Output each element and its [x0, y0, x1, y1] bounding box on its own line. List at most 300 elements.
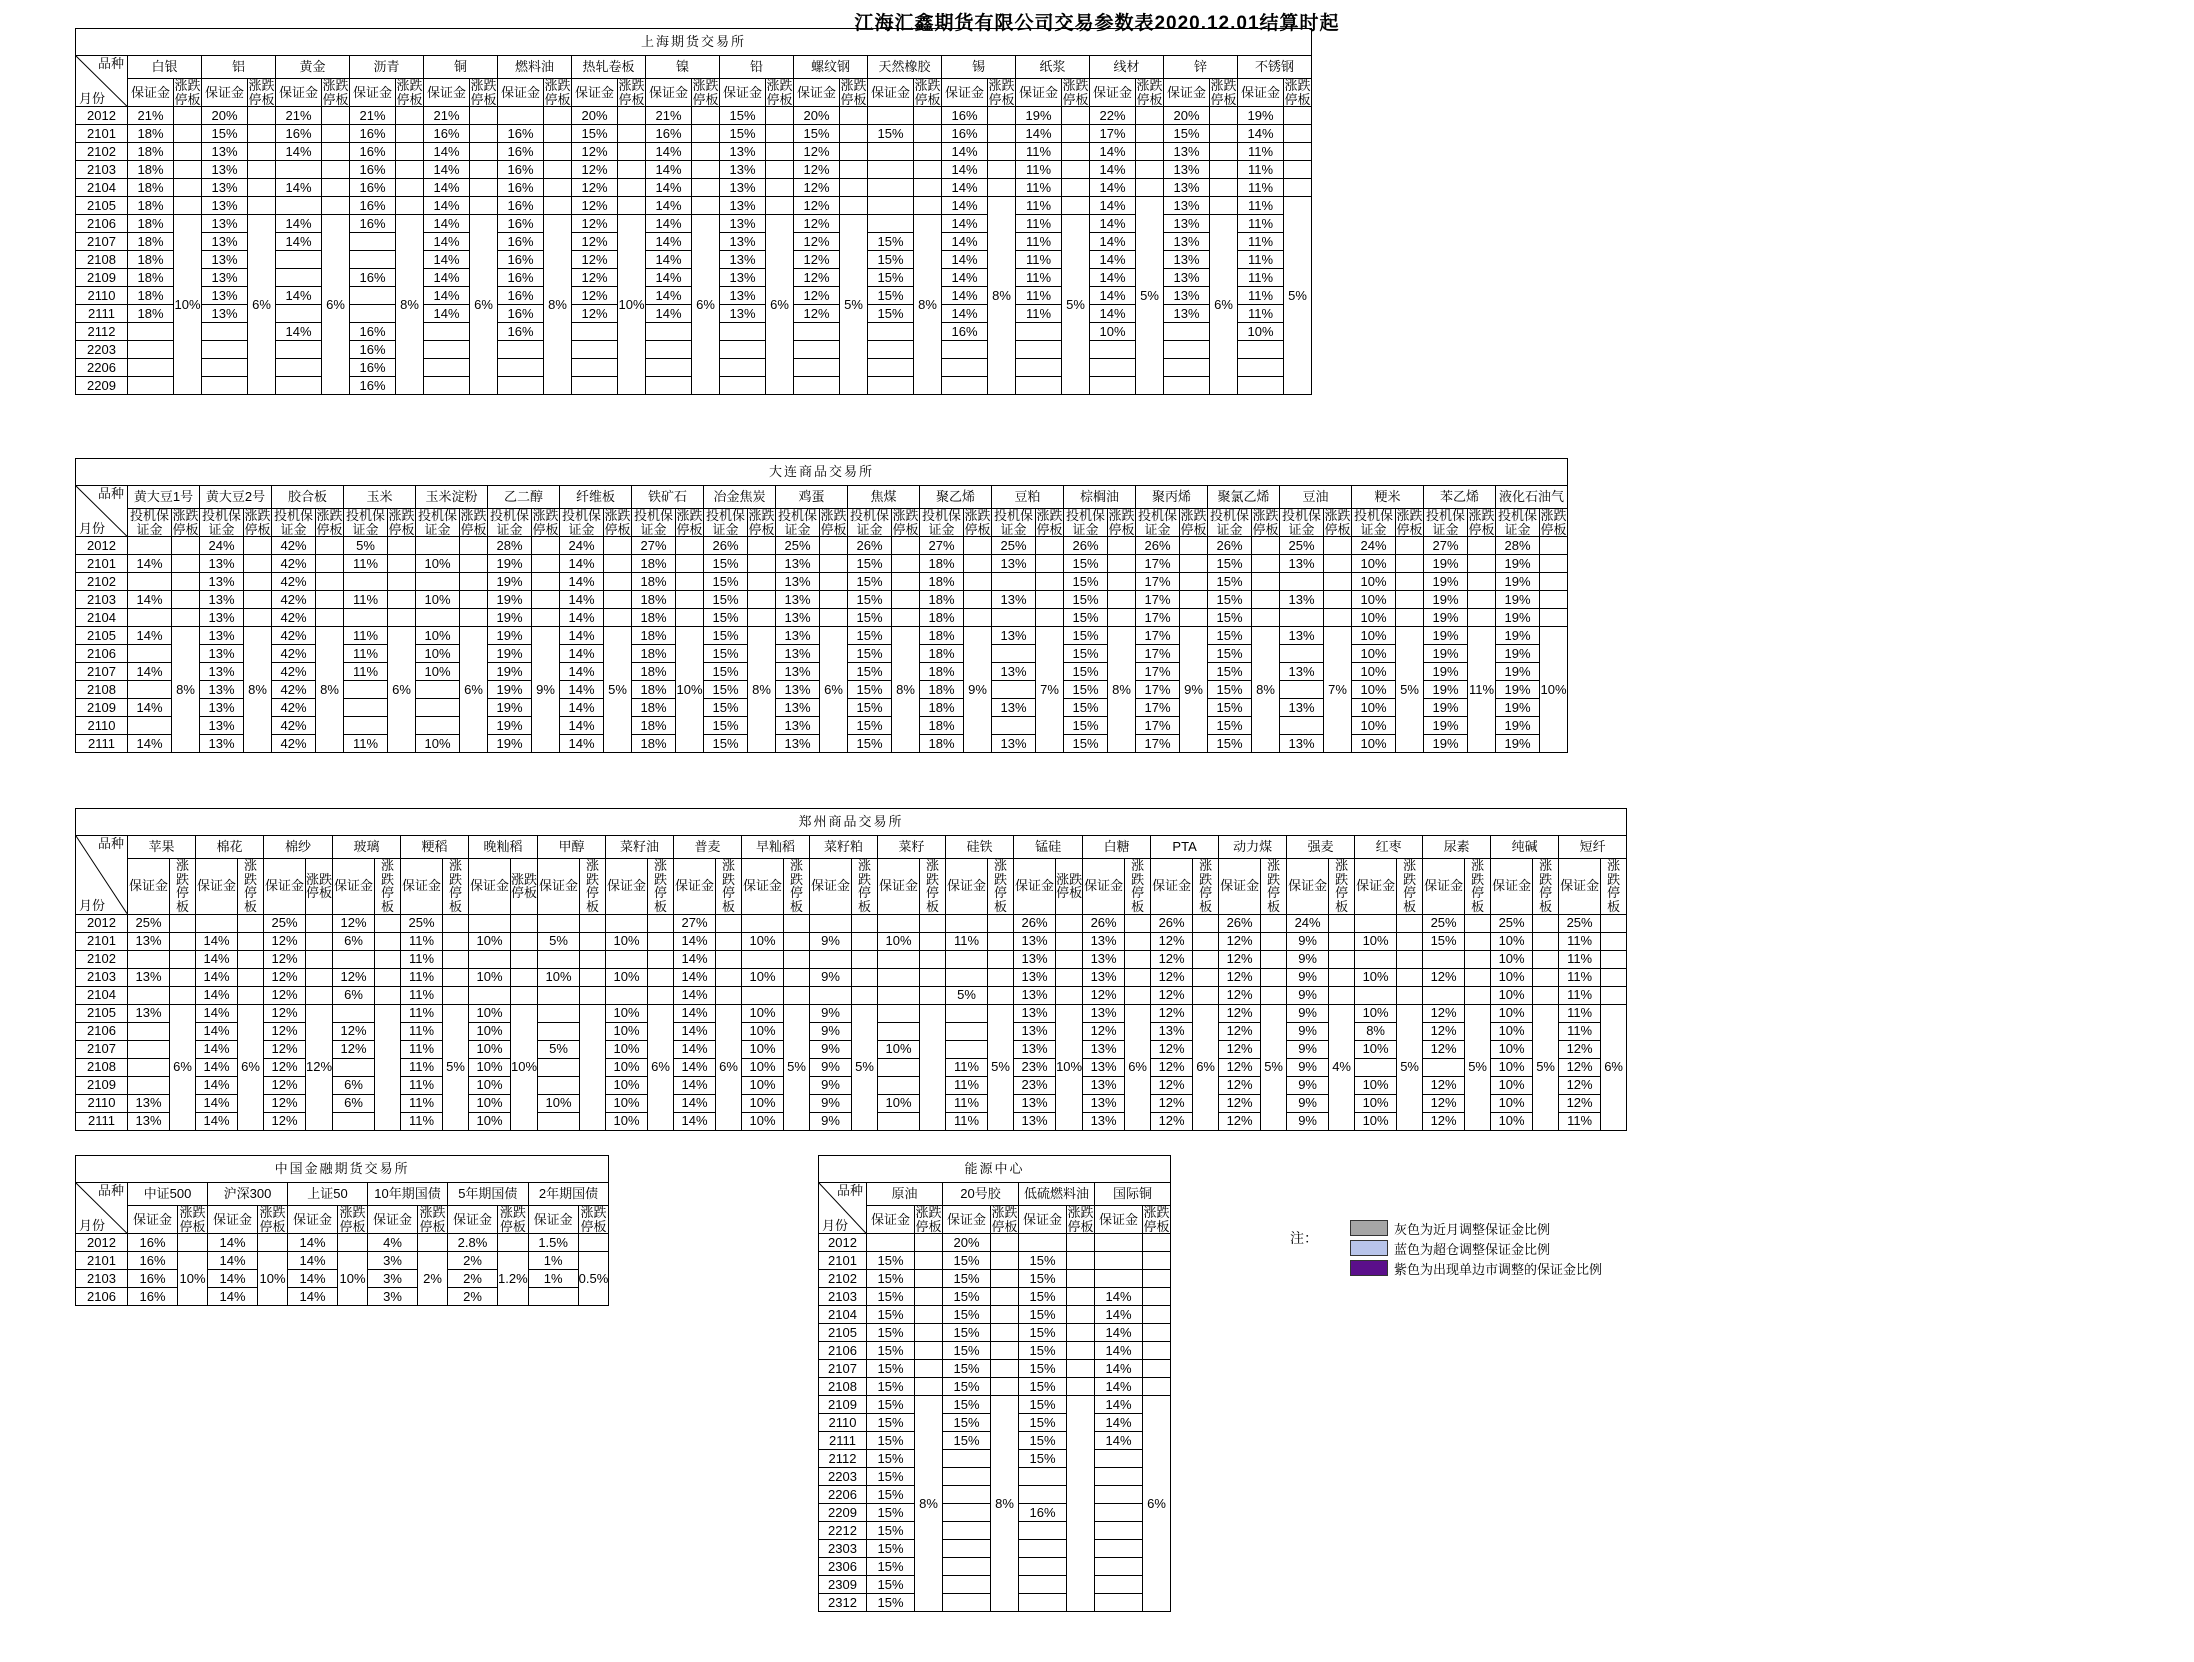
margin-cell: 15%	[720, 125, 766, 143]
margin-cell: 14%	[196, 1094, 238, 1112]
margin-cell: 42%	[272, 735, 316, 753]
margin-cell: 13%	[992, 663, 1036, 681]
margin-cell: 19%	[488, 735, 532, 753]
margin-cell: 15%	[868, 305, 914, 323]
margin-cell: 15%	[867, 1306, 915, 1324]
col-limit-header: 涨跌 停板	[676, 508, 703, 537]
limit-cell: 6%	[322, 215, 350, 395]
product-header: 原油	[867, 1183, 943, 1206]
margin-cell: 16%	[498, 197, 544, 215]
table-row	[76, 537, 1568, 555]
margin-cell	[878, 914, 920, 932]
margin-cell	[794, 323, 840, 341]
limit-cell	[172, 573, 200, 591]
margin-cell: 12%	[572, 305, 618, 323]
margin-cell: 12%	[1559, 1058, 1601, 1076]
limit-cell	[544, 125, 572, 143]
month-cell: 2103	[76, 161, 128, 179]
limit-cell	[306, 986, 333, 1004]
limit-cell	[1284, 161, 1312, 179]
margin-cell: 10%	[416, 591, 460, 609]
limit-cell: 6%	[716, 1004, 742, 1130]
margin-cell	[469, 986, 511, 1004]
margin-cell: 10%	[1352, 717, 1396, 735]
margin-cell: 12%	[1219, 1058, 1261, 1076]
limit-cell	[1143, 1306, 1171, 1324]
margin-cell: 12%	[264, 1058, 306, 1076]
limit-cell	[1324, 573, 1352, 591]
limit-cell	[852, 914, 878, 932]
margin-cell: 10%	[606, 1022, 648, 1040]
margin-cell: 11%	[344, 627, 388, 645]
limit-cell	[618, 107, 646, 125]
margin-cell	[878, 1022, 920, 1040]
margin-cell: 13%	[1280, 699, 1324, 717]
product-header: 聚丙烯	[1136, 486, 1208, 509]
limit-cell	[470, 143, 498, 161]
margin-cell: 11%	[1238, 161, 1284, 179]
margin-cell: 18%	[920, 663, 964, 681]
margin-cell	[810, 986, 852, 1004]
col-margin-header: 保证金	[333, 859, 375, 915]
month-cell: 2110	[76, 717, 128, 735]
margin-cell: 27%	[674, 914, 716, 932]
limit-cell	[1143, 1342, 1171, 1360]
margin-cell	[538, 1076, 580, 1094]
limit-cell	[238, 932, 264, 950]
month-cell: 2212	[819, 1522, 867, 1540]
margin-cell: 14%	[560, 591, 604, 609]
limit-cell	[1056, 968, 1083, 986]
margin-cell: 12%	[1151, 1076, 1193, 1094]
margin-cell	[276, 197, 322, 215]
margin-cell: 19%	[1496, 699, 1540, 717]
margin-cell	[128, 609, 172, 627]
margin-cell: 16%	[128, 1288, 178, 1306]
limit-cell	[1468, 555, 1496, 573]
margin-cell: 10%	[742, 1004, 784, 1022]
margin-cell: 14%	[208, 1234, 258, 1252]
limit-cell	[784, 950, 810, 968]
margin-cell: 20%	[572, 107, 618, 125]
margin-cell: 13%	[1280, 735, 1324, 753]
limit-cell: 6%	[470, 215, 498, 395]
margin-cell: 2%	[448, 1270, 498, 1288]
product-header: 玉米	[344, 486, 416, 509]
limit-cell	[991, 1306, 1019, 1324]
margin-cell: 11%	[1559, 986, 1601, 1004]
margin-cell: 25%	[1559, 914, 1601, 932]
limit-cell	[172, 609, 200, 627]
margin-cell: 42%	[272, 699, 316, 717]
month-cell: 2102	[76, 950, 128, 968]
limit-cell	[178, 1234, 208, 1252]
margin-cell	[344, 717, 388, 735]
margin-cell	[1019, 1486, 1067, 1504]
margin-cell: 18%	[128, 179, 174, 197]
margin-cell: 15%	[1019, 1360, 1067, 1378]
ine-block	[818, 1155, 1171, 1612]
margin-cell: 18%	[128, 125, 174, 143]
margin-cell: 10%	[469, 932, 511, 950]
limit-cell: 5%	[1533, 1004, 1559, 1130]
margin-cell	[946, 1022, 988, 1040]
limit-cell	[618, 197, 646, 215]
margin-cell: 10%	[1352, 681, 1396, 699]
margin-cell: 10%	[469, 1058, 511, 1076]
margin-cell: 10%	[538, 1094, 580, 1112]
limit-cell: 10%	[338, 1252, 368, 1306]
margin-cell: 14%	[646, 269, 692, 287]
margin-cell: 11%	[401, 1094, 443, 1112]
limit-cell	[1324, 609, 1352, 627]
table-row	[819, 1306, 1171, 1324]
margin-cell: 15%	[943, 1288, 991, 1306]
col-margin-header: 保证金	[1083, 859, 1125, 915]
margin-cell: 25%	[128, 914, 170, 932]
month-cell: 2111	[76, 1112, 128, 1130]
col-limit-header: 涨跌 停板	[580, 859, 606, 915]
product-header: 铅	[720, 56, 794, 79]
limit-cell	[306, 950, 333, 968]
margin-cell	[202, 359, 248, 377]
margin-cell: 9%	[810, 1076, 852, 1094]
margin-cell: 26%	[1208, 537, 1252, 555]
limit-cell	[1465, 968, 1491, 986]
margin-cell: 25%	[264, 914, 306, 932]
margin-cell	[1355, 1058, 1397, 1076]
limit-cell	[1468, 591, 1496, 609]
col-margin-header: 保证金	[942, 79, 988, 107]
limit-cell	[1329, 950, 1355, 968]
table-row	[819, 1378, 1171, 1396]
col-limit-header: 涨跌 停板	[766, 78, 793, 107]
margin-cell: 15%	[1064, 573, 1108, 591]
margin-cell: 18%	[128, 197, 174, 215]
col-margin-header: 投机保证金	[416, 509, 460, 537]
margin-cell: 14%	[560, 735, 604, 753]
col-margin-header: 保证金	[943, 1206, 991, 1234]
margin-cell: 9%	[1287, 1040, 1329, 1058]
margin-cell: 14%	[128, 555, 172, 573]
margin-cell: 10%	[1352, 645, 1396, 663]
limit-cell	[544, 143, 572, 161]
margin-cell	[1238, 377, 1284, 395]
limit-cell	[580, 1004, 606, 1130]
margin-cell	[128, 323, 174, 341]
col-limit-header: 涨跌 停板	[498, 1206, 529, 1234]
margin-cell: 13%	[1083, 1040, 1125, 1058]
margin-cell: 26%	[1219, 914, 1261, 932]
margin-cell: 24%	[1352, 537, 1396, 555]
limit-cell	[170, 914, 196, 932]
margin-cell: 10%	[606, 1094, 648, 1112]
limit-cell	[580, 932, 606, 950]
margin-cell: 10%	[878, 1094, 920, 1112]
margin-cell: 17%	[1136, 555, 1180, 573]
product-header: 沥青	[350, 56, 424, 79]
margin-cell	[942, 341, 988, 359]
table-row	[76, 591, 1568, 609]
limit-cell	[1143, 1234, 1171, 1252]
margin-cell: 12%	[333, 914, 375, 932]
margin-cell: 15%	[867, 1450, 915, 1468]
margin-cell	[424, 323, 470, 341]
limit-cell: 10%	[258, 1252, 288, 1306]
month-cell: 2101	[76, 1252, 128, 1270]
margin-cell: 13%	[720, 179, 766, 197]
month-cell: 2104	[76, 179, 128, 197]
margin-cell	[350, 251, 396, 269]
margin-cell: 12%	[794, 161, 840, 179]
margin-cell: 15%	[867, 1342, 915, 1360]
month-cell: 2103	[76, 591, 128, 609]
margin-cell: 10%	[742, 1094, 784, 1112]
margin-cell: 23%	[1014, 1058, 1056, 1076]
margin-cell: 12%	[1151, 950, 1193, 968]
margin-cell: 13%	[1083, 1094, 1125, 1112]
margin-cell: 10%	[606, 1076, 648, 1094]
margin-cell: 12%	[1559, 1076, 1601, 1094]
product-header: 粳稻	[401, 836, 469, 859]
month-cell: 2106	[76, 1288, 128, 1306]
margin-cell	[878, 1004, 920, 1022]
margin-cell	[538, 986, 580, 1004]
exchange-title: 上海期货交易所	[76, 29, 1312, 56]
margin-cell	[868, 215, 914, 233]
limit-cell	[1601, 950, 1627, 968]
margin-cell	[128, 986, 170, 1004]
margin-cell: 15%	[1208, 735, 1252, 753]
margin-cell: 12%	[1219, 1076, 1261, 1094]
limit-cell	[244, 537, 272, 555]
col-margin-header: 保证金	[368, 1206, 418, 1234]
table-row	[819, 1270, 1171, 1288]
limit-cell	[532, 537, 560, 555]
product-header: 红枣	[1355, 836, 1423, 859]
col-limit-header: 涨跌 停板	[316, 508, 343, 537]
margin-cell: 11%	[344, 663, 388, 681]
margin-cell	[1016, 341, 1062, 359]
limit-cell	[460, 609, 488, 627]
product-header: 乙二醇	[488, 486, 560, 509]
margin-cell	[1090, 359, 1136, 377]
margin-cell: 14%	[1090, 197, 1136, 215]
limit-cell	[396, 125, 424, 143]
limit-cell	[1036, 537, 1064, 555]
margin-cell: 17%	[1136, 699, 1180, 717]
limit-cell	[1062, 107, 1090, 125]
margin-cell: 15%	[848, 609, 892, 627]
margin-cell: 12%	[794, 233, 840, 251]
margin-cell: 14%	[288, 1252, 338, 1270]
product-header: 菜籽油	[606, 836, 674, 859]
header-corner: 品种 月份	[76, 56, 128, 107]
col-margin-header: 投机保证金	[1208, 509, 1252, 537]
margin-cell: 11%	[1238, 215, 1284, 233]
limit-cell: 8%	[172, 627, 200, 753]
limit-cell	[648, 932, 674, 950]
margin-cell: 13%	[202, 197, 248, 215]
margin-cell	[538, 1004, 580, 1022]
margin-cell: 14%	[646, 197, 692, 215]
margin-cell	[128, 359, 174, 377]
margin-cell: 14%	[1090, 215, 1136, 233]
limit-cell	[238, 950, 264, 968]
margin-cell: 16%	[1019, 1504, 1067, 1522]
margin-cell	[794, 341, 840, 359]
margin-cell: 20%	[202, 107, 248, 125]
limit-cell	[892, 591, 920, 609]
month-cell: 2209	[76, 377, 128, 395]
margin-cell: 10%	[1352, 591, 1396, 609]
margin-cell: 11%	[946, 932, 988, 950]
margin-cell: 13%	[1280, 663, 1324, 681]
margin-cell: 9%	[1287, 986, 1329, 1004]
margin-cell: 14%	[560, 573, 604, 591]
margin-cell: 12%	[1219, 932, 1261, 950]
margin-cell: 13%	[720, 233, 766, 251]
limit-cell: 7%	[1036, 627, 1064, 753]
limit-cell	[174, 107, 202, 125]
margin-cell: 16%	[942, 107, 988, 125]
margin-cell	[276, 305, 322, 323]
margin-cell: 10%	[1491, 1022, 1533, 1040]
limit-cell: 9%	[1180, 627, 1208, 753]
margin-cell	[1095, 1504, 1143, 1522]
table-row	[76, 107, 1312, 125]
margin-cell: 15%	[1064, 735, 1108, 753]
col-limit-header: 涨跌 停板	[840, 78, 867, 107]
margin-cell: 18%	[632, 573, 676, 591]
limit-cell	[1125, 968, 1151, 986]
limit-cell	[1329, 932, 1355, 950]
margin-cell	[128, 1076, 170, 1094]
margin-cell: 12%	[264, 1040, 306, 1058]
limit-cell: 5%	[1062, 215, 1090, 395]
margin-cell: 15%	[1208, 591, 1252, 609]
margin-cell: 10%	[538, 968, 580, 986]
limit-cell	[1284, 179, 1312, 197]
limit-cell	[1136, 143, 1164, 161]
margin-cell	[1164, 323, 1210, 341]
margin-cell: 15%	[1019, 1306, 1067, 1324]
margin-cell: 16%	[646, 125, 692, 143]
limit-cell: 8%	[892, 627, 920, 753]
limit-cell: 6%	[648, 1004, 674, 1130]
limit-cell	[244, 591, 272, 609]
limit-cell: 6%	[1125, 1004, 1151, 1130]
margin-cell: 14%	[196, 1040, 238, 1058]
limit-cell	[460, 573, 488, 591]
limit-cell	[443, 932, 469, 950]
margin-cell	[942, 377, 988, 395]
margin-cell: 13%	[1083, 968, 1125, 986]
margin-cell	[128, 341, 174, 359]
legend-text: 灰色为近月调整保证金比例	[1394, 1221, 1551, 1237]
limit-cell	[1056, 914, 1083, 932]
margin-cell: 13%	[776, 573, 820, 591]
col-margin-header: 保证金	[401, 859, 443, 915]
table-row	[819, 1234, 1171, 1252]
margin-cell	[1238, 359, 1284, 377]
margin-cell: 15%	[1208, 645, 1252, 663]
margin-cell: 10%	[416, 555, 460, 573]
margin-cell: 11%	[1238, 233, 1284, 251]
margin-cell: 15%	[1064, 609, 1108, 627]
margin-cell: 15%	[848, 699, 892, 717]
margin-cell	[1423, 986, 1465, 1004]
margin-cell	[1280, 609, 1324, 627]
margin-cell: 19%	[1496, 645, 1540, 663]
limit-cell	[174, 161, 202, 179]
margin-cell: 18%	[632, 735, 676, 753]
limit-cell	[1540, 573, 1568, 591]
margin-cell: 1.5%	[528, 1234, 578, 1252]
margin-cell: 11%	[1559, 1004, 1601, 1022]
month-cell: 2103	[76, 968, 128, 986]
margin-cell: 13%	[202, 215, 248, 233]
legend-label: 注：	[1290, 1230, 1318, 1246]
limit-cell	[170, 950, 196, 968]
margin-cell	[1090, 341, 1136, 359]
margin-cell: 11%	[1016, 179, 1062, 197]
legend-swatch	[1350, 1260, 1388, 1276]
limit-cell	[1252, 591, 1280, 609]
product-header: 镍	[646, 56, 720, 79]
margin-cell: 18%	[128, 269, 174, 287]
margin-cell: 10%	[606, 1004, 648, 1022]
col-margin-header: 保证金	[128, 79, 174, 107]
margin-cell: 19%	[1424, 555, 1468, 573]
margin-cell	[1280, 645, 1324, 663]
limit-cell	[784, 986, 810, 1004]
margin-cell: 10%	[469, 1040, 511, 1058]
limit-cell	[1396, 555, 1424, 573]
limit-cell	[1193, 950, 1219, 968]
limit-cell	[784, 914, 810, 932]
margin-cell: 15%	[1019, 1432, 1067, 1450]
limit-cell	[1284, 143, 1312, 161]
margin-cell: 9%	[810, 1112, 852, 1130]
margin-cell: 15%	[867, 1360, 915, 1378]
margin-cell	[498, 377, 544, 395]
margin-cell: 5%	[344, 537, 388, 555]
margin-cell: 19%	[1496, 573, 1540, 591]
limit-cell	[820, 537, 848, 555]
limit-cell	[692, 125, 720, 143]
margin-cell: 18%	[632, 609, 676, 627]
margin-cell	[528, 1288, 578, 1306]
product-header: 铝	[202, 56, 276, 79]
margin-cell: 19%	[1496, 591, 1540, 609]
col-limit-header: 涨跌 停板	[238, 859, 264, 915]
margin-cell: 13%	[776, 663, 820, 681]
limit-cell	[532, 591, 560, 609]
margin-cell	[868, 341, 914, 359]
margin-cell	[538, 914, 580, 932]
limit-cell	[511, 950, 538, 968]
limit-cell	[1108, 591, 1136, 609]
margin-cell: 11%	[1016, 143, 1062, 161]
margin-cell: 12%	[1151, 1094, 1193, 1112]
limit-cell	[316, 573, 344, 591]
limit-cell	[1533, 968, 1559, 986]
margin-cell: 12%	[572, 197, 618, 215]
margin-cell: 17%	[1136, 609, 1180, 627]
limit-cell	[174, 197, 202, 215]
margin-cell: 12%	[572, 143, 618, 161]
